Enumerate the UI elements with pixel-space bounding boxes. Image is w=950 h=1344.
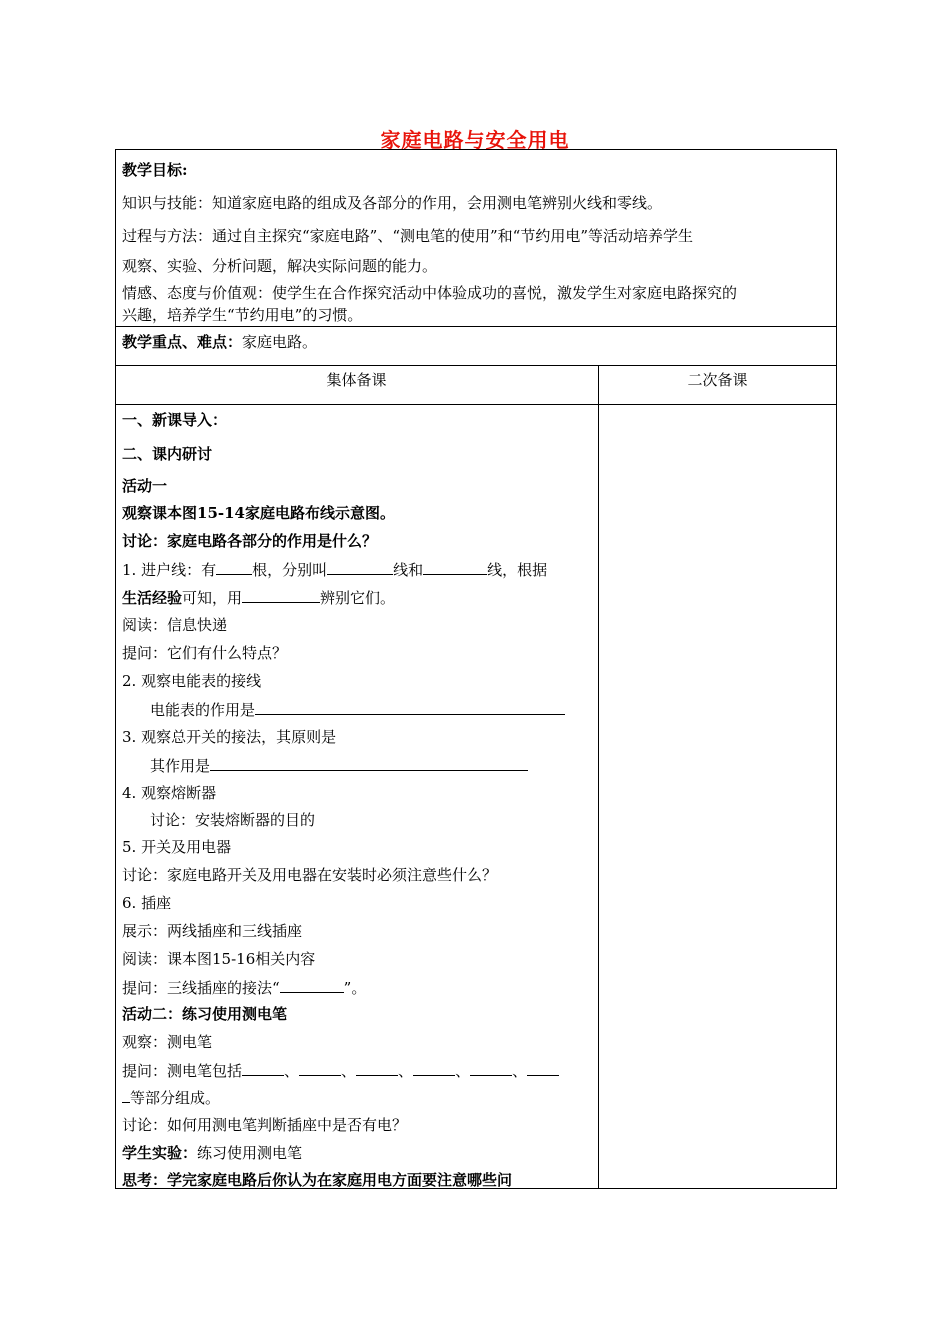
observe-figure: 观察课本图15-14家庭电路布线示意图。 — [122, 504, 395, 522]
blank-line[interactable] — [413, 1060, 455, 1076]
ask3-text-a: 提问：测电笔包括 — [122, 1062, 243, 1080]
question-3: 3. 观察总开关的接法，其原则是 — [122, 728, 337, 746]
question-1-line1 — [122, 559, 547, 580]
think-question: 思考：学完家庭电路后你认为在家庭用电方面要注意哪些问 — [122, 1171, 513, 1189]
question-1-line2 — [122, 587, 395, 608]
activity-two-heading: 活动二：练习使用测电笔 — [122, 1005, 288, 1023]
section-new-lesson: 一、新课导入： — [122, 411, 228, 429]
reading-1: 阅读：信息快递 — [122, 616, 228, 634]
row-divider — [115, 365, 837, 366]
objectives-heading: 教学目标: — [122, 161, 188, 179]
ask2-text-a: 提问：三线插座的接法“ — [122, 979, 280, 997]
blank-line[interactable] — [470, 1060, 512, 1076]
q1-text-g: 辨别它们。 — [320, 589, 396, 607]
q2-sub-text: 电能表的作用是 — [150, 701, 256, 719]
blank-line[interactable] — [527, 1060, 559, 1076]
blank-line[interactable] — [255, 699, 565, 715]
question-6: 6. 插座 — [122, 894, 172, 912]
show-sockets: 展示：两线插座和三线插座 — [122, 922, 303, 940]
objective-process-line1: 过程与方法：通过自主探究“家庭电路”、“测电笔的使用”和“节约用电”等活动培养学生 — [122, 227, 694, 245]
objective-knowledge: 知识与技能：知道家庭电路的组成及各部分的作用，会用测电笔辨别火线和零线。 — [122, 194, 663, 212]
discussion-1: 讨论：家庭电路各部分的作用是什么？ — [122, 532, 378, 550]
q1-life-experience: 生活经验 — [122, 589, 183, 607]
question-5: 5. 开关及用电器 — [122, 838, 232, 856]
q1-text-f: 可知，用 — [182, 589, 243, 607]
ask2-text-b: ”。 — [343, 979, 367, 997]
ask3-text-end: 等部分组成。 — [130, 1089, 221, 1107]
blank-line[interactable] — [356, 1060, 398, 1076]
objective-emotion-line2: 兴趣，培养学生“节约用电”的习惯。 — [122, 306, 363, 324]
column-header-right: 二次备课 — [687, 371, 748, 389]
q3-sub-text: 其作用是 — [150, 757, 211, 775]
section-class-study: 二、课内研讨 — [122, 445, 213, 463]
separator: 、 — [341, 1062, 357, 1080]
column-divider — [598, 365, 599, 1189]
separator: 、 — [455, 1062, 471, 1080]
reading-2: 阅读：课本图15-16相关内容 — [122, 950, 316, 968]
separator: 、 — [512, 1062, 528, 1080]
blank-line[interactable] — [242, 1060, 284, 1076]
question-ask-3-line2 — [122, 1087, 220, 1108]
blank-line[interactable] — [299, 1060, 341, 1076]
experiment-value: 练习使用测电笔 — [197, 1144, 303, 1162]
blank-line[interactable] — [210, 755, 528, 771]
question-2: 2. 观察电能表的接线 — [122, 672, 262, 690]
question-ask-2 — [122, 977, 366, 998]
q1-text-d: 线，根据 — [487, 561, 548, 579]
blank-line[interactable] — [423, 559, 487, 575]
question-4: 4. 观察熔断器 — [122, 784, 217, 802]
question-ask-3-line1 — [122, 1060, 559, 1081]
blank-line[interactable] — [280, 977, 344, 993]
objective-emotion-line1: 情感、态度与价值观：使学生在合作探究活动中体验成功的喜悦，激发学生对家庭电路探究的 — [122, 284, 738, 302]
activity-one-heading: 活动一 — [122, 477, 168, 495]
separator: 、 — [398, 1062, 414, 1080]
row-divider — [115, 326, 837, 327]
q1-text-c: 线和 — [393, 561, 424, 579]
observe-test-pen: 观察：测电笔 — [122, 1033, 213, 1051]
q1-text-a: 1. 进户线：有 — [122, 561, 217, 579]
discussion-3: 讨论：如何用测电笔判断插座中是否有电？ — [122, 1116, 408, 1134]
column-header-left: 集体备课 — [326, 371, 387, 389]
question-5-sub: 讨论：家庭电路开关及用电器在安装时必须注意些什么？ — [122, 866, 498, 884]
question-3-sub — [150, 755, 528, 776]
blank-line[interactable] — [242, 587, 320, 603]
separator: 、 — [284, 1062, 300, 1080]
blank-line[interactable] — [216, 559, 252, 575]
key-points-label: 教学重点、难点： — [122, 333, 243, 351]
experiment-label: 学生实验： — [122, 1144, 198, 1162]
page-title: 家庭电路与安全用电 — [380, 128, 570, 152]
student-experiment — [122, 1143, 302, 1163]
question-2-sub — [150, 699, 565, 720]
objective-process-line2: 观察、实验、分析问题，解决实际问题的能力。 — [122, 257, 438, 275]
key-points — [122, 332, 317, 352]
question-ask-1: 提问：它们有什么特点？ — [122, 644, 288, 662]
row-divider — [115, 404, 837, 405]
blank-line[interactable] — [327, 559, 393, 575]
key-points-value: 家庭电路。 — [242, 333, 318, 351]
blank-line[interactable] — [122, 1087, 130, 1103]
question-4-sub: 讨论：安装熔断器的目的 — [150, 811, 316, 829]
q1-text-b: 根，分别叫 — [252, 561, 328, 579]
